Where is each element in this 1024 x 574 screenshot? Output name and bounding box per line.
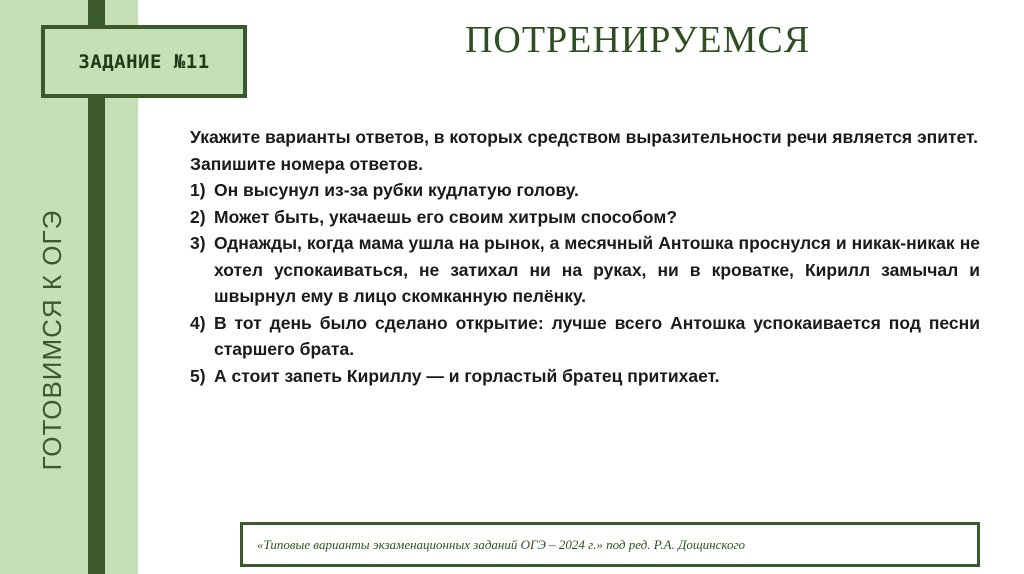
answer-option-number: 4): [190, 312, 206, 333]
answer-option-text: Может быть, укачаешь его своим хитрым способом?: [214, 206, 678, 227]
task-instruction-2: Запишите номера ответов.: [190, 153, 424, 174]
task-text: [190, 124, 980, 389]
task-number-box: [41, 25, 247, 98]
vertical-section-title: ГОТОВИМСЯ К ОГЭ: [37, 209, 67, 471]
answer-option-text: А стоит запеть Кириллу — и горластый братец притихает.: [214, 365, 720, 386]
answer-option-2: [190, 204, 980, 231]
source-citation-box: [240, 522, 980, 567]
answer-option-3: [190, 230, 980, 310]
answer-option-text: Однажды, когда мама ушла на рынок, а месячный Антошка проснулся и никак-никак не хотел успокаиваться, не затихал ни на руках, ни в кроватке, Кирилл замычал и швырнул ему в лицо скомканную пелёнку.: [214, 233, 980, 306]
answer-option-text: Он высунул из-за рубки кудлатую голову.: [214, 180, 579, 200]
task-number-label: ЗАДАНИЕ №11: [78, 50, 210, 73]
source-citation: «Типовые варианты экзаменационных заданий ОГЭ – 2024 г.» под ред. Р.А. Дощинского: [257, 536, 746, 552]
answer-option-number: 2): [190, 206, 206, 227]
answer-option-5: [190, 363, 980, 390]
answer-option-number: 5): [190, 365, 206, 386]
task-instruction: Укажите варианты ответов, в которых средством выразительности речи является эпитет.: [190, 127, 978, 147]
answer-option-number: 3): [190, 233, 206, 253]
answer-option-text: В тот день было сделано открытие: лучше всего Антошка успокаивается под песни старшего брата.: [214, 312, 980, 359]
answer-option-4: [190, 310, 980, 363]
page-title: ПОТРЕНИРУЕМСЯ: [464, 19, 811, 61]
answer-option-number: 1): [190, 180, 206, 200]
answer-option-1: [190, 177, 980, 204]
